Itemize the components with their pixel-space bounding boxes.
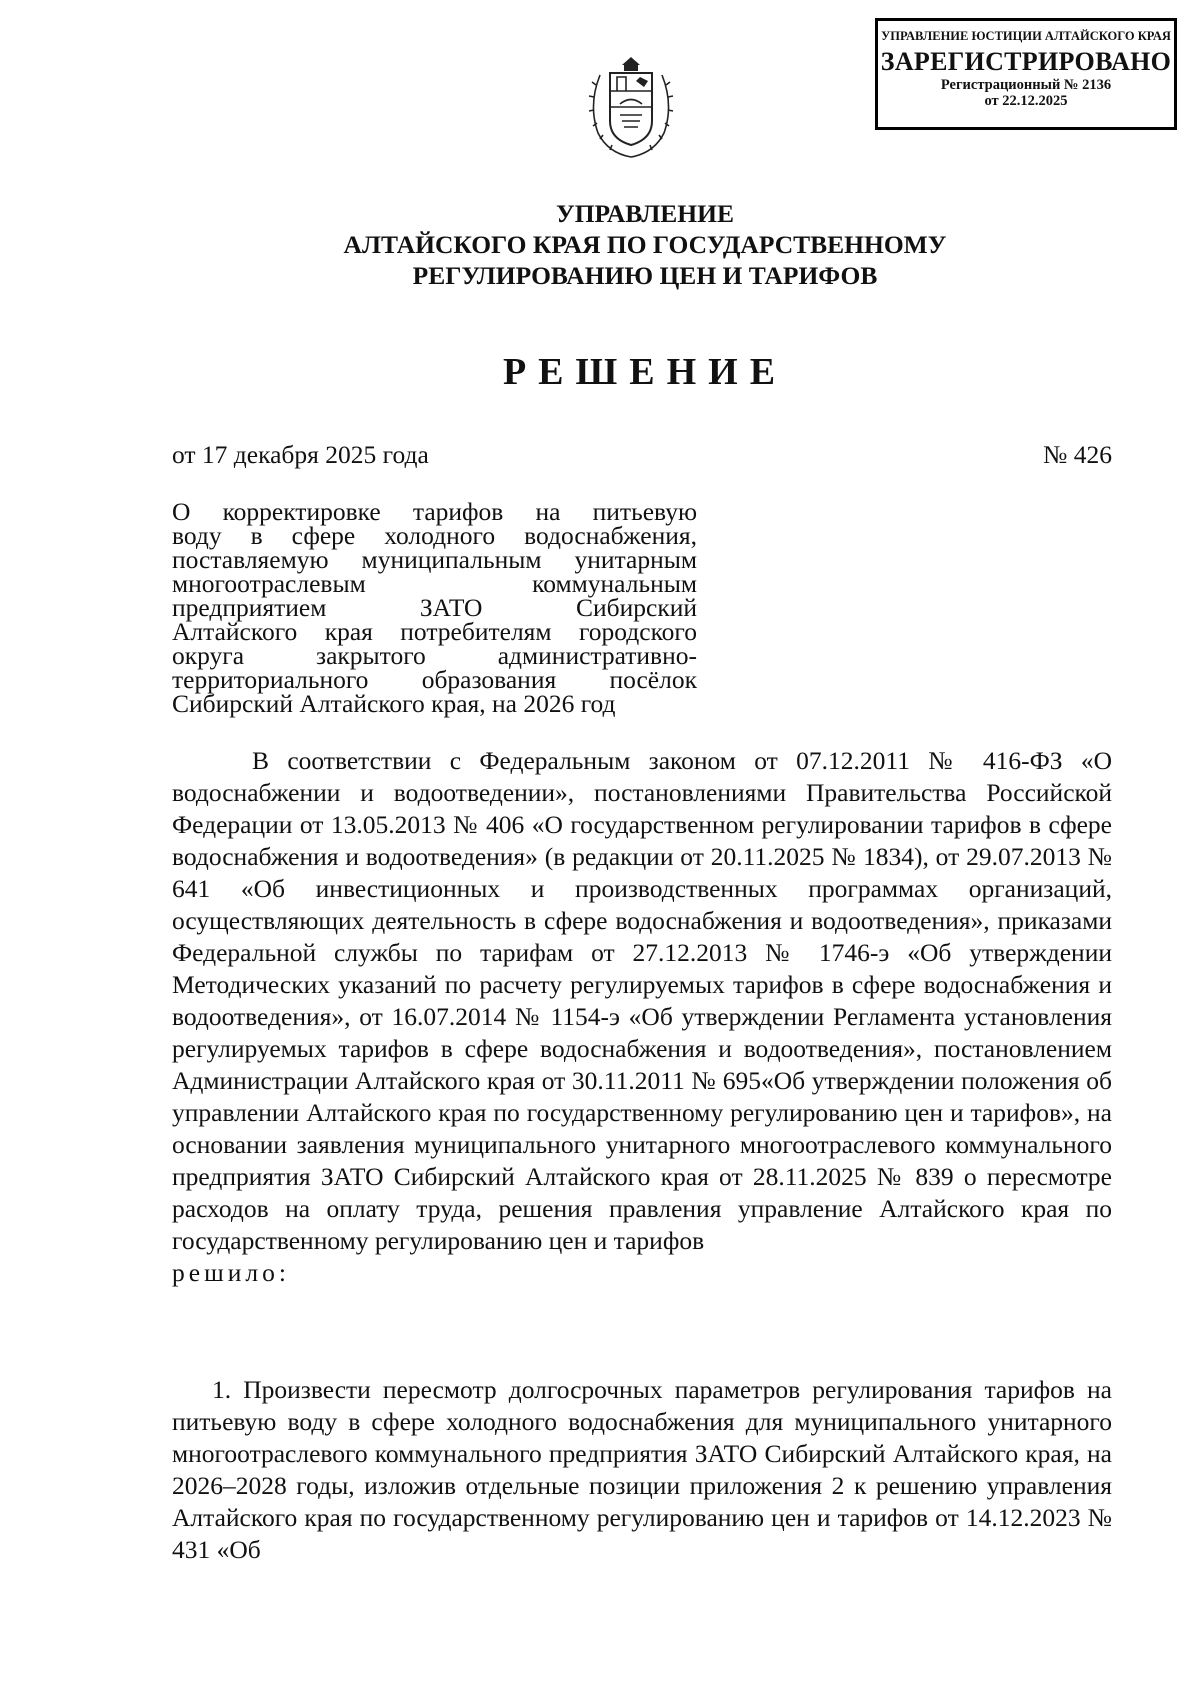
agency-line-3: РЕГУЛИРОВАНИЮ ЦЕН И ТАРИФОВ (412, 261, 878, 290)
agency-line-1: УПРАВЛЕНИЕ (555, 199, 734, 228)
document-type: РЕШЕНИЕ (502, 351, 788, 393)
document-date: от 17 декабря 2025 года (172, 440, 429, 469)
stamp-reg-number: Регистрационный № 2136 (940, 77, 1112, 93)
document-number: № 426 (1043, 440, 1112, 469)
subject-line: предприятием ЗАТО Сибирский (172, 593, 697, 622)
preamble-paragraph: В соответствии с Федеральным законом от 07.12.2011 № 416-ФЗ «О водоснабжении и водоотведении», постановлениями Правительства Российской Федерации от 13.05.2013 № 406 «О государственном регулировании тарифов в сфере водоснабжения и водоотведения» (в редакции от 20.11.2025 № 1834), от 29.07.2013 № 641 «Об инвестиционных и производственных программах организаций, осуществляющих деятельность в сфере водоснабжения и водоотведения», приказами Федеральной службы по тарифам от 27.12.2013 № 1746-э «Об утверждении Методических указаний по расчету регулируемых тарифов в сфере водоснабжения и водоотведения», от 16.07.2014 № 1154-э «Об утверждении Регламента установления регулируемых тарифов в сфере водоснабжения и водоотведения», постановлением Администрации Алтайского края от 30.11.2011 № 695«Об утверждении положения об управлении Алтайского края по государственному регулированию цен и тарифов», на основании заявления муниципального унитарного многоотраслевого коммунального предприятия ЗАТО Сибирский Алтайского края от 28.11.2025 № 839 о пересмотре расходов на оплату труда, решения правления управление Алтайского края по государственному регулированию цен и тарифов (172, 746, 1112, 1255)
subject-line: Алтайского края потребителям городского (172, 617, 697, 646)
agency-name (0, 198, 1200, 291)
subject-line: округа закрытого административно- (172, 641, 697, 670)
stamp-org: УПРАВЛЕНИЕ ЮСТИЦИИ АЛТАЙСКОГО КРАЯ (881, 29, 1171, 43)
subject-line: О корректировке тарифов на питьевую (172, 497, 697, 526)
coat-of-arms-icon (584, 55, 678, 161)
subject-line: многоотраслевым коммунальным (172, 569, 697, 598)
decision-item-1: 1. Произвести пересмотр долгосрочных параметров регулирования тарифов на питьевую воду в сфере холодного водоснабжения для муниципального унитарного многоотраслевого коммунального предприятия ЗАТО Сибирский Алтайского края, на 2026–2028 годы, изложив отдельные позиции приложения 2 к решению управления Алтайского края по государственному регулированию цен и тарифов от 14.12.2023 № 431 «Об (172, 1375, 1112, 1564)
subject-line: поставляемую муниципальным унитарным (172, 545, 697, 574)
subject-line: воду в сфере холодного водоснабжения, (172, 521, 697, 550)
subject-line: Сибирский Алтайского края, на 2026 год (172, 689, 616, 718)
document-subject (172, 497, 697, 718)
stamp-status: ЗАРЕГИСТРИРОВАНО (880, 47, 1172, 76)
subject-line: территориального образования посёлок (172, 665, 697, 694)
decided-label: решило: (172, 1258, 290, 1287)
registration-stamp (875, 18, 1177, 130)
agency-line-2: АЛТАЙСКОГО КРАЯ ПО ГОСУДАРСТВЕННОМУ (343, 230, 947, 259)
preamble (172, 745, 1112, 1289)
stamp-reg-date: от 22.12.2025 (984, 93, 1068, 109)
